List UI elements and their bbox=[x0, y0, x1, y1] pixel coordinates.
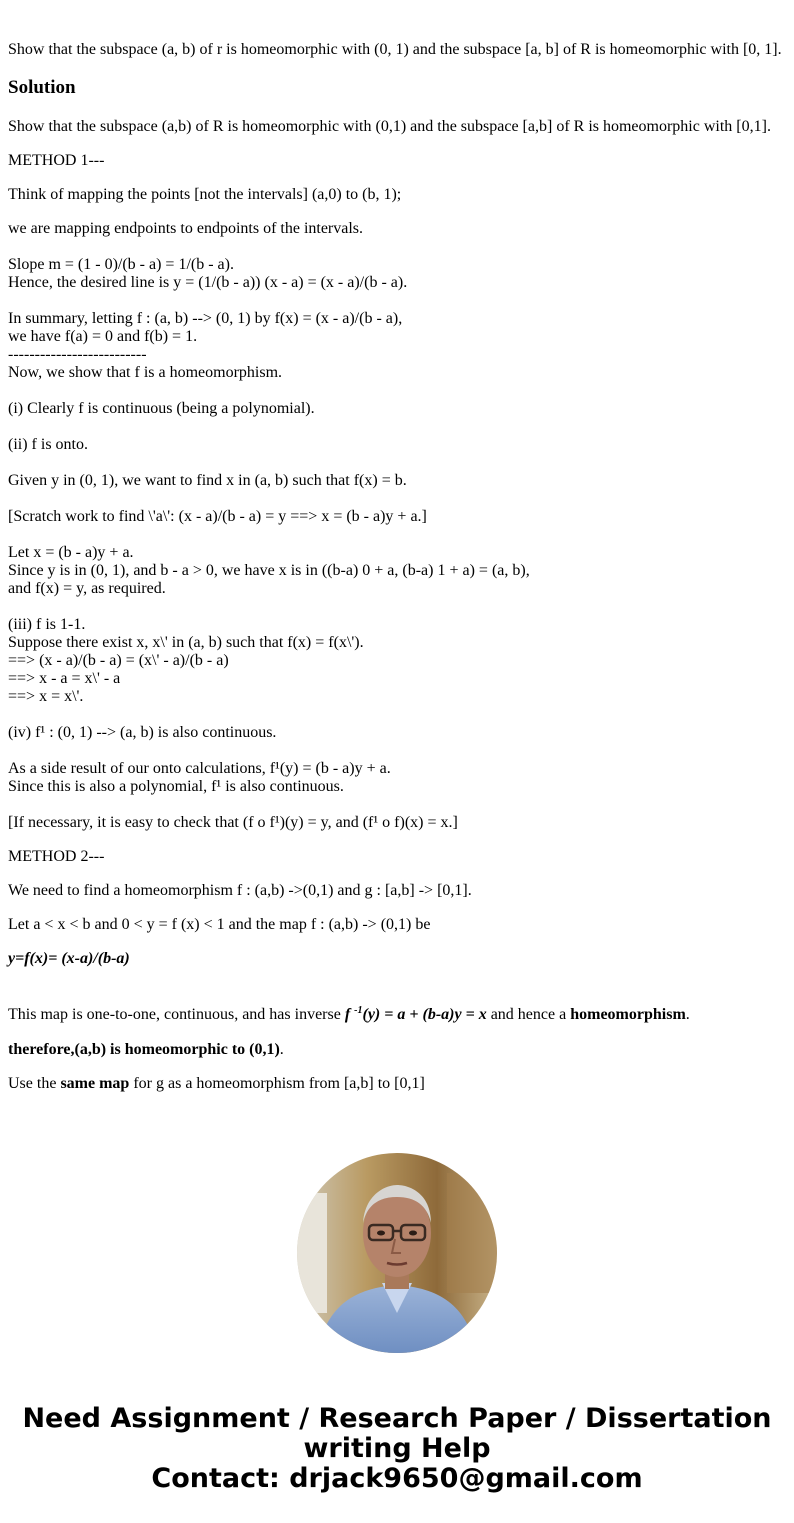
method1-title: METHOD 1--- bbox=[8, 152, 105, 169]
method2-paragraph: We need to find a homeomorphism f : (a,b) ->(0,1) and g : [a,b] -> [0,1]. bbox=[8, 882, 472, 899]
solution-heading: Solution bbox=[8, 77, 76, 98]
inverse-end: . bbox=[685, 1006, 690, 1023]
method1-paragraph: Think of mapping the points [not the intervals] (a,0) to (b, 1); bbox=[8, 186, 402, 203]
method1-paragraph: [If necessary, it is easy to check that (f o f¹)(y) = y, and (f¹ o f)(x) = x.] bbox=[8, 814, 458, 831]
method1-paragraph: As a side result of our onto calculations, f¹(y) = (b - a)y + a. Since this is also a polynomial, f¹ is also continuous. bbox=[8, 760, 391, 795]
method2-inverse-line bbox=[8, 988, 690, 1024]
inverse-superscript: -1 bbox=[354, 1005, 363, 1016]
footer-line: Need Assignment / Research Paper / Dissertation bbox=[22, 1403, 772, 1434]
method1-paragraph: (iv) f¹ : (0, 1) --> (a, b) is also continuous. bbox=[8, 724, 277, 741]
last-line bbox=[8, 1057, 425, 1093]
last-pre: Use the bbox=[8, 1075, 61, 1092]
method1-paragraph: (iii) f is 1-1. Suppose there exist x, x\' in (a, b) such that f(x) = f(x\'). ==> (x - a)/(b - a) = (x\' - a)/(b - a) ==> x - a = x\' - a ==> x = x\'. bbox=[8, 616, 364, 705]
footer-banner bbox=[0, 1404, 794, 1494]
inverse-expression: (y) = a + (b-a)y = x bbox=[362, 1006, 487, 1023]
inverse-pre: This map is one-to-one, continuous, and has inverse bbox=[8, 1006, 345, 1023]
restatement-text: Show that the subspace (a,b) of R is homeomorphic with (0,1) and the subspace [a,b] of R is homeomorphic with [0,1]. bbox=[8, 118, 771, 135]
method2-formula: y=f(x)= (x-a)/(b-a) bbox=[8, 950, 130, 967]
conclusion-end: . bbox=[279, 1041, 284, 1058]
inverse-bold: homeomorphism bbox=[570, 1006, 686, 1023]
method2-paragraph: Let a < x < b and 0 < y = f (x) < 1 and the map f : (a,b) -> (0,1) be bbox=[8, 916, 431, 933]
author-portrait-illustration bbox=[297, 1153, 497, 1353]
author-photo bbox=[297, 1153, 497, 1353]
method1-paragraph: In summary, letting f : (a, b) --> (0, 1) by f(x) = (x - a)/(b - a), we have f(a) = 0 and f(b) = 1. -------------------------- Now, we show that f is a homeomorphism. bbox=[8, 310, 403, 381]
last-post: for g as a homeomorphism from [a,b] to [0,1] bbox=[129, 1075, 425, 1092]
footer-contact: Contact: drjack9650@gmail.com bbox=[151, 1463, 643, 1494]
last-bold: same map bbox=[60, 1075, 130, 1092]
conclusion-bold: therefore,(a,b) is homeomorphic to (0,1) bbox=[8, 1041, 280, 1058]
method1-paragraph: Let x = (b - a)y + a. Since y is in (0, 1), and b - a > 0, we have x is in ((b-a) 0 + a, (b-a) 1 + a) = (a, b), and f(x) = y, as required. bbox=[8, 544, 530, 597]
question-text: Show that the subspace (a, b) of r is homeomorphic with (0, 1) and the subspace [a, b] of R is homeomorphic with [0, 1]. bbox=[8, 41, 782, 58]
method2-title: METHOD 2--- bbox=[8, 848, 105, 865]
inverse-mid: and hence a bbox=[486, 1006, 571, 1023]
method1-paragraph: (i) Clearly f is continuous (being a polynomial). bbox=[8, 400, 315, 417]
method1-paragraph: (ii) f is onto. bbox=[8, 436, 88, 453]
inverse-f: f bbox=[344, 1006, 355, 1023]
method1-paragraph: [Scratch work to find \'a\': (x - a)/(b - a) = y ==> x = (b - a)y + a.] bbox=[8, 508, 427, 525]
footer-line: writing Help bbox=[303, 1433, 491, 1464]
method1-paragraph: Given y in (0, 1), we want to find x in (a, b) such that f(x) = b. bbox=[8, 472, 407, 489]
method1-paragraph: we are mapping endpoints to endpoints of the intervals. bbox=[8, 220, 364, 237]
method1-paragraph: Slope m = (1 - 0)/(b - a) = 1/(b - a). Hence, the desired line is y = (1/(b - a)) (x - a) = (x - a)/(b - a). bbox=[8, 256, 408, 291]
conclusion-line bbox=[8, 1023, 284, 1059]
